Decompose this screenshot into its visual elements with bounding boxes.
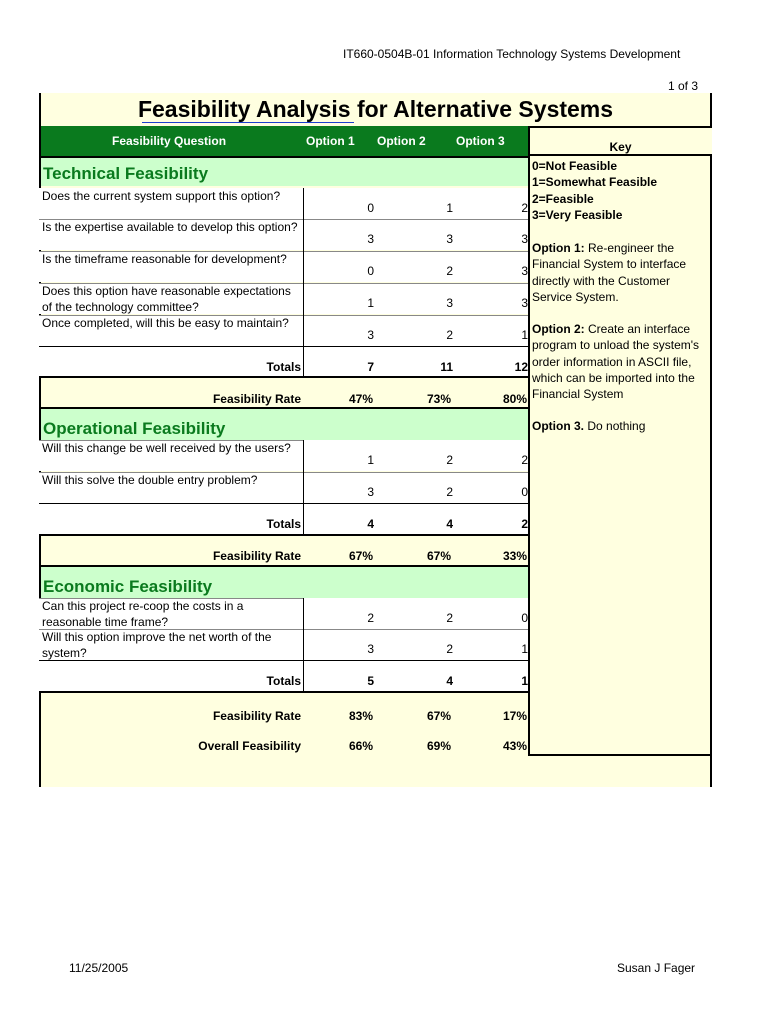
key-option3 bbox=[532, 418, 710, 434]
option1-value: 0 bbox=[367, 264, 374, 278]
question-cell: Does the current system support this option? bbox=[42, 189, 281, 203]
key-option2-text: Create an interface program to unload the system's order information in ASCII file, which can be imported into the Financial System bbox=[532, 322, 700, 402]
operational-rate-option3: 33% bbox=[502, 549, 527, 563]
title-hyperlink-underline bbox=[142, 122, 354, 123]
option3-value: 0 bbox=[521, 485, 528, 499]
question-cell: Does this option have reasonable expectations of the technology committee? bbox=[42, 284, 291, 314]
table-row bbox=[39, 188, 530, 219]
option2-value: 2 bbox=[446, 485, 453, 499]
totals-label: Totals bbox=[266, 360, 301, 374]
option1-value: 3 bbox=[367, 232, 374, 246]
question-cell: Is the timeframe reasonable for development? bbox=[42, 252, 287, 266]
table-row bbox=[39, 283, 530, 314]
key-option2 bbox=[532, 321, 710, 402]
table-row bbox=[39, 472, 530, 503]
question-cell: Will this change be well received by the users? bbox=[42, 441, 291, 455]
economic-table bbox=[39, 598, 530, 693]
column-header-row bbox=[41, 126, 528, 156]
table-row bbox=[39, 219, 530, 250]
operational-rate-label: Feasibility Rate bbox=[212, 549, 301, 563]
question-cell: Will this solve the double entry problem? bbox=[42, 473, 258, 487]
page-number: 1 of 3 bbox=[668, 79, 699, 93]
key-scale-3: 3=Very Feasible bbox=[532, 207, 623, 222]
col-option3-header: Option 3 bbox=[456, 134, 505, 148]
technical-rate-option3: 80% bbox=[502, 392, 527, 406]
option3-value: 3 bbox=[521, 232, 528, 246]
key-scale-0: 0=Not Feasible bbox=[532, 159, 618, 173]
option1-value: 3 bbox=[367, 328, 374, 342]
option1-value: 1 bbox=[367, 296, 374, 310]
economic-rate-option3: 17% bbox=[502, 709, 527, 723]
table-row bbox=[39, 315, 530, 346]
economic-rate-option1: 83% bbox=[348, 709, 373, 723]
key-scale-2: 2=Feasible bbox=[532, 191, 594, 206]
question-cell: Will this option improve the net worth of the system? bbox=[42, 630, 272, 660]
option1-total: 7 bbox=[367, 360, 374, 374]
col-question-header: Feasibility Question bbox=[112, 134, 227, 148]
col-option1-header: Option 1 bbox=[306, 134, 355, 148]
key-option1 bbox=[532, 240, 710, 305]
option3-total: 1 bbox=[521, 674, 528, 688]
option2-total: 4 bbox=[446, 517, 453, 531]
overall-feasibility-label: Overall Feasibility bbox=[198, 739, 301, 753]
question-cell: Can this project re-coop the costs in a reasonable time frame? bbox=[42, 599, 244, 629]
technical-top-border bbox=[39, 156, 530, 158]
key-header-cell bbox=[529, 126, 712, 156]
option2-total: 4 bbox=[446, 674, 453, 688]
key-option3-text: Do nothing bbox=[587, 419, 646, 433]
key-option1-label: Option 1: bbox=[532, 241, 585, 255]
economic-rate-label: Feasibility Rate bbox=[212, 709, 301, 723]
key-scale-1: 1=Somewhat Feasible bbox=[532, 175, 658, 190]
table-row bbox=[39, 629, 530, 660]
section-operational-header bbox=[41, 409, 528, 440]
option3-value: 3 bbox=[521, 296, 528, 310]
section-economic-header bbox=[41, 567, 528, 598]
key-bottom-border bbox=[528, 754, 712, 756]
option1-value: 3 bbox=[367, 642, 374, 656]
option1-value: 3 bbox=[367, 485, 374, 499]
option1-value: 2 bbox=[367, 611, 374, 625]
technical-rate-option2: 73% bbox=[426, 392, 451, 406]
option2-value: 3 bbox=[446, 296, 453, 310]
operational-rate-option1: 67% bbox=[348, 549, 373, 563]
option2-value: 2 bbox=[446, 642, 453, 656]
option1-value: 0 bbox=[367, 201, 374, 215]
option2-total: 11 bbox=[440, 360, 453, 374]
technical-rate-label: Feasibility Rate bbox=[212, 392, 301, 406]
section-economic-title: Economic Feasibility bbox=[43, 577, 213, 596]
option3-value: 0 bbox=[521, 611, 528, 625]
option3-value: 2 bbox=[521, 201, 528, 215]
section-technical-header bbox=[41, 158, 528, 186]
table-row bbox=[39, 440, 530, 471]
option2-value: 1 bbox=[446, 201, 453, 215]
economic-rate-option2: 67% bbox=[426, 709, 451, 723]
table-row bbox=[39, 598, 530, 629]
page-title: Feasibility Analysis for Alternative Systems bbox=[137, 96, 614, 122]
footer-date: 11/25/2005 bbox=[69, 961, 129, 975]
overall-option3: 43% bbox=[502, 739, 527, 753]
section-technical-title: Technical Feasibility bbox=[43, 164, 209, 183]
totals-label: Totals bbox=[266, 517, 301, 531]
totals-row bbox=[39, 661, 530, 692]
totals-row bbox=[39, 504, 530, 535]
option2-value: 2 bbox=[446, 264, 453, 278]
overall-option2: 69% bbox=[426, 739, 451, 753]
option1-value: 1 bbox=[367, 453, 374, 467]
option2-value: 2 bbox=[446, 328, 453, 342]
sheet-right-border bbox=[710, 93, 712, 787]
key-option1-text: Re-engineer the Financial System to interface directly with the Customer Service System. bbox=[532, 241, 687, 304]
key-title: Key bbox=[609, 140, 632, 154]
operational-table bbox=[39, 440, 530, 536]
col-option2-header: Option 2 bbox=[377, 134, 426, 148]
option3-value: 1 bbox=[521, 328, 528, 342]
option1-total: 4 bbox=[367, 517, 374, 531]
technical-rate-option1: 47% bbox=[348, 392, 373, 406]
option2-value: 3 bbox=[446, 232, 453, 246]
option1-total: 5 bbox=[367, 674, 374, 688]
option3-value: 2 bbox=[521, 453, 528, 467]
section-operational-title: Operational Feasibility bbox=[43, 419, 226, 438]
option2-value: 2 bbox=[446, 611, 453, 625]
operational-rate-option2: 67% bbox=[426, 549, 451, 563]
key-scale bbox=[532, 158, 657, 223]
technical-table bbox=[39, 188, 530, 378]
table-row bbox=[39, 251, 530, 282]
question-cell: Once completed, will this be easy to maintain? bbox=[42, 316, 289, 330]
overall-option1: 66% bbox=[348, 739, 373, 753]
totals-row bbox=[39, 347, 530, 378]
option3-value: 1 bbox=[521, 642, 528, 656]
course-header: IT660-0504B-01 Information Technology Systems Development bbox=[343, 47, 681, 61]
option2-value: 2 bbox=[446, 453, 453, 467]
option3-total: 12 bbox=[514, 360, 528, 374]
key-option3-label: Option 3. bbox=[532, 419, 584, 433]
option3-value: 3 bbox=[521, 264, 528, 278]
key-option2-label: Option 2: bbox=[532, 322, 585, 336]
question-cell: Is the expertise available to develop this option? bbox=[42, 220, 298, 234]
option3-total: 2 bbox=[521, 517, 528, 531]
totals-label: Totals bbox=[266, 674, 301, 688]
footer-author: Susan J Fager bbox=[617, 961, 696, 975]
